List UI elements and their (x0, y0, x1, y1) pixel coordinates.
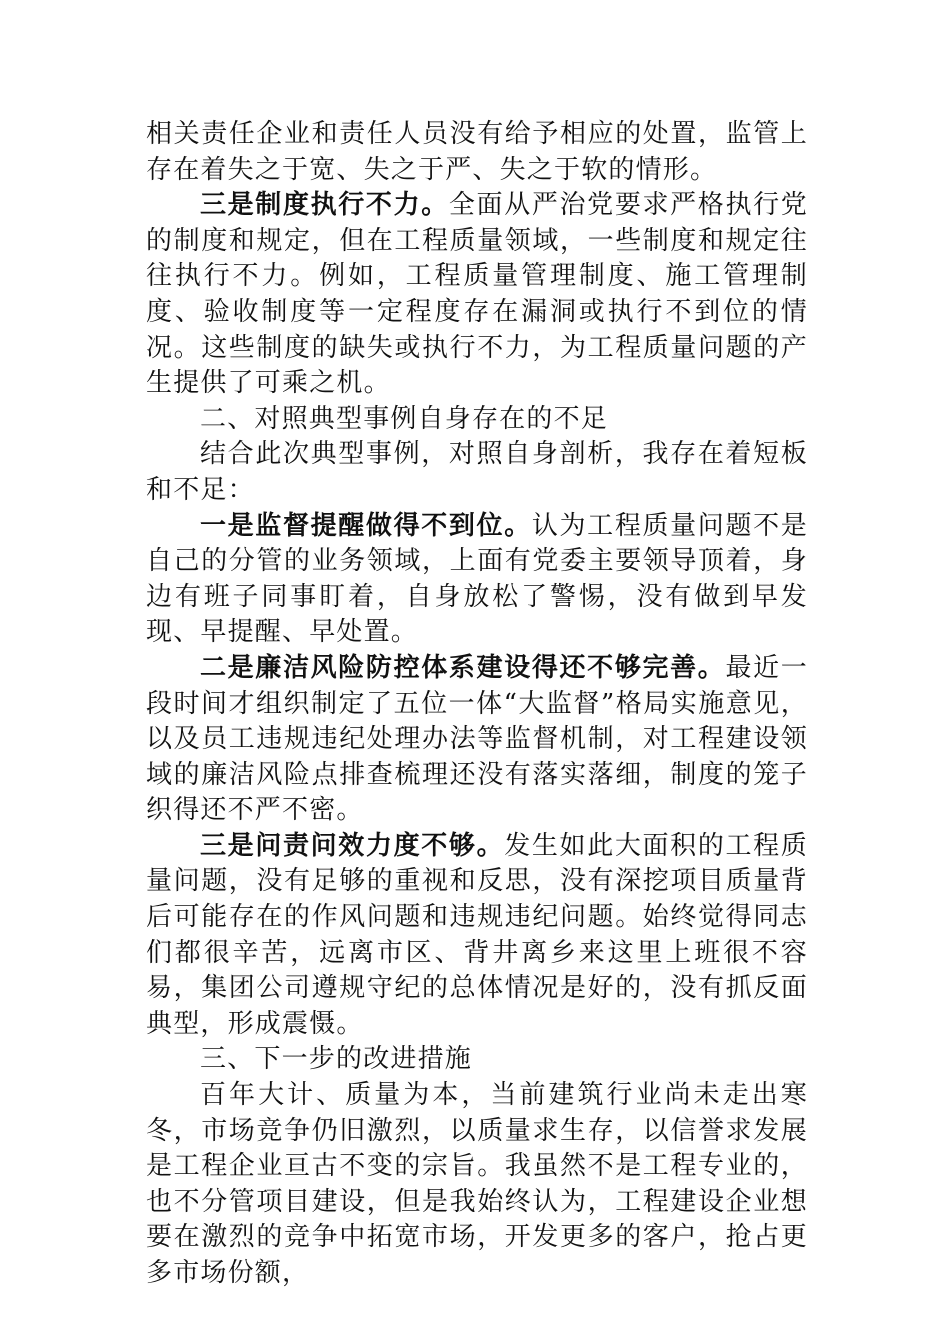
paragraph-accountability (146, 829, 808, 1043)
paragraph-supervision (146, 509, 808, 651)
paragraph-text: 全面从严治党要求严格执行党的制度和规定，但在工程质量领域，一些制度和规定往往执行不力。例如，工程质量管理制度、施工管理制度、验收制度等一定程度存在漏洞或执行不到位的情况。这些制度的缺失或执行不力，为工程质量问题的产生提供了可乘之机。 (146, 190, 808, 399)
paragraph-lead: 二是廉洁风险防控体系建设得还不够完善。 (200, 652, 726, 683)
paragraph-text: 发生如此大面积的工程质量问题，没有足够的重视和反思，没有深挖项目质量背后可能存在的作风问题和违规违纪问题。始终觉得同志们都很辛苦，远离市区、背井离乡来这里上班很不容易，集团公司遵规守纪的总体情况是好的，没有抓反面典型，形成震慑。 (146, 830, 809, 1039)
paragraph-text: 最近一段时间才组织制定了五位一体“大监督”格局实施意见，以及员工违规违纪处理办法等监督机制，对工程建设领域的廉洁风险点排查梳理还没有落实落细，制度的笼子织得还不严不密。 (146, 652, 808, 826)
paragraph-improvement: 百年大计、质量为本，当前建筑行业尚未走出寒冬，市场竞争仍旧激烈，以质量求生存，以信誉求发展是工程企业亘古不变的宗旨。我虽然不是工程专业的，也不分管项目建设，但是我始终认为，工程建设企业想要在激烈的竞争中拓宽市场，开发更多的客户，抢占更多市场份额， (146, 1080, 808, 1288)
paragraph-lead: 三是问责问效力度不够。 (200, 830, 505, 861)
paragraph-system-execution (146, 188, 808, 402)
section-heading-3: 三、下一步的改进措施 (200, 1044, 473, 1075)
section-heading-2: 二、对照典型事例自身存在的不足 (200, 403, 609, 434)
paragraph-continuation: 相关责任企业和责任人员没有给予相应的处置，监管上存在着失之于宽、失之于严、失之于软的情形。 (146, 119, 808, 185)
paragraph-lead: 一是监督提醒做得不到位。 (200, 510, 532, 541)
paragraph-intro: 结合此次典型事例，对照自身剖析，我存在着短板和不足： (146, 439, 808, 505)
paragraph-text: 认为工程质量问题不是自己的分管的业务领域，上面有党委主要领导顶着，身边有班子同事盯着，自身放松了警惕，没有做到早发现、早提醒、早处置。 (146, 510, 808, 648)
document-body (146, 117, 808, 1292)
paragraph-integrity-risk (146, 651, 808, 829)
paragraph-lead: 三是制度执行不力。 (200, 190, 449, 221)
